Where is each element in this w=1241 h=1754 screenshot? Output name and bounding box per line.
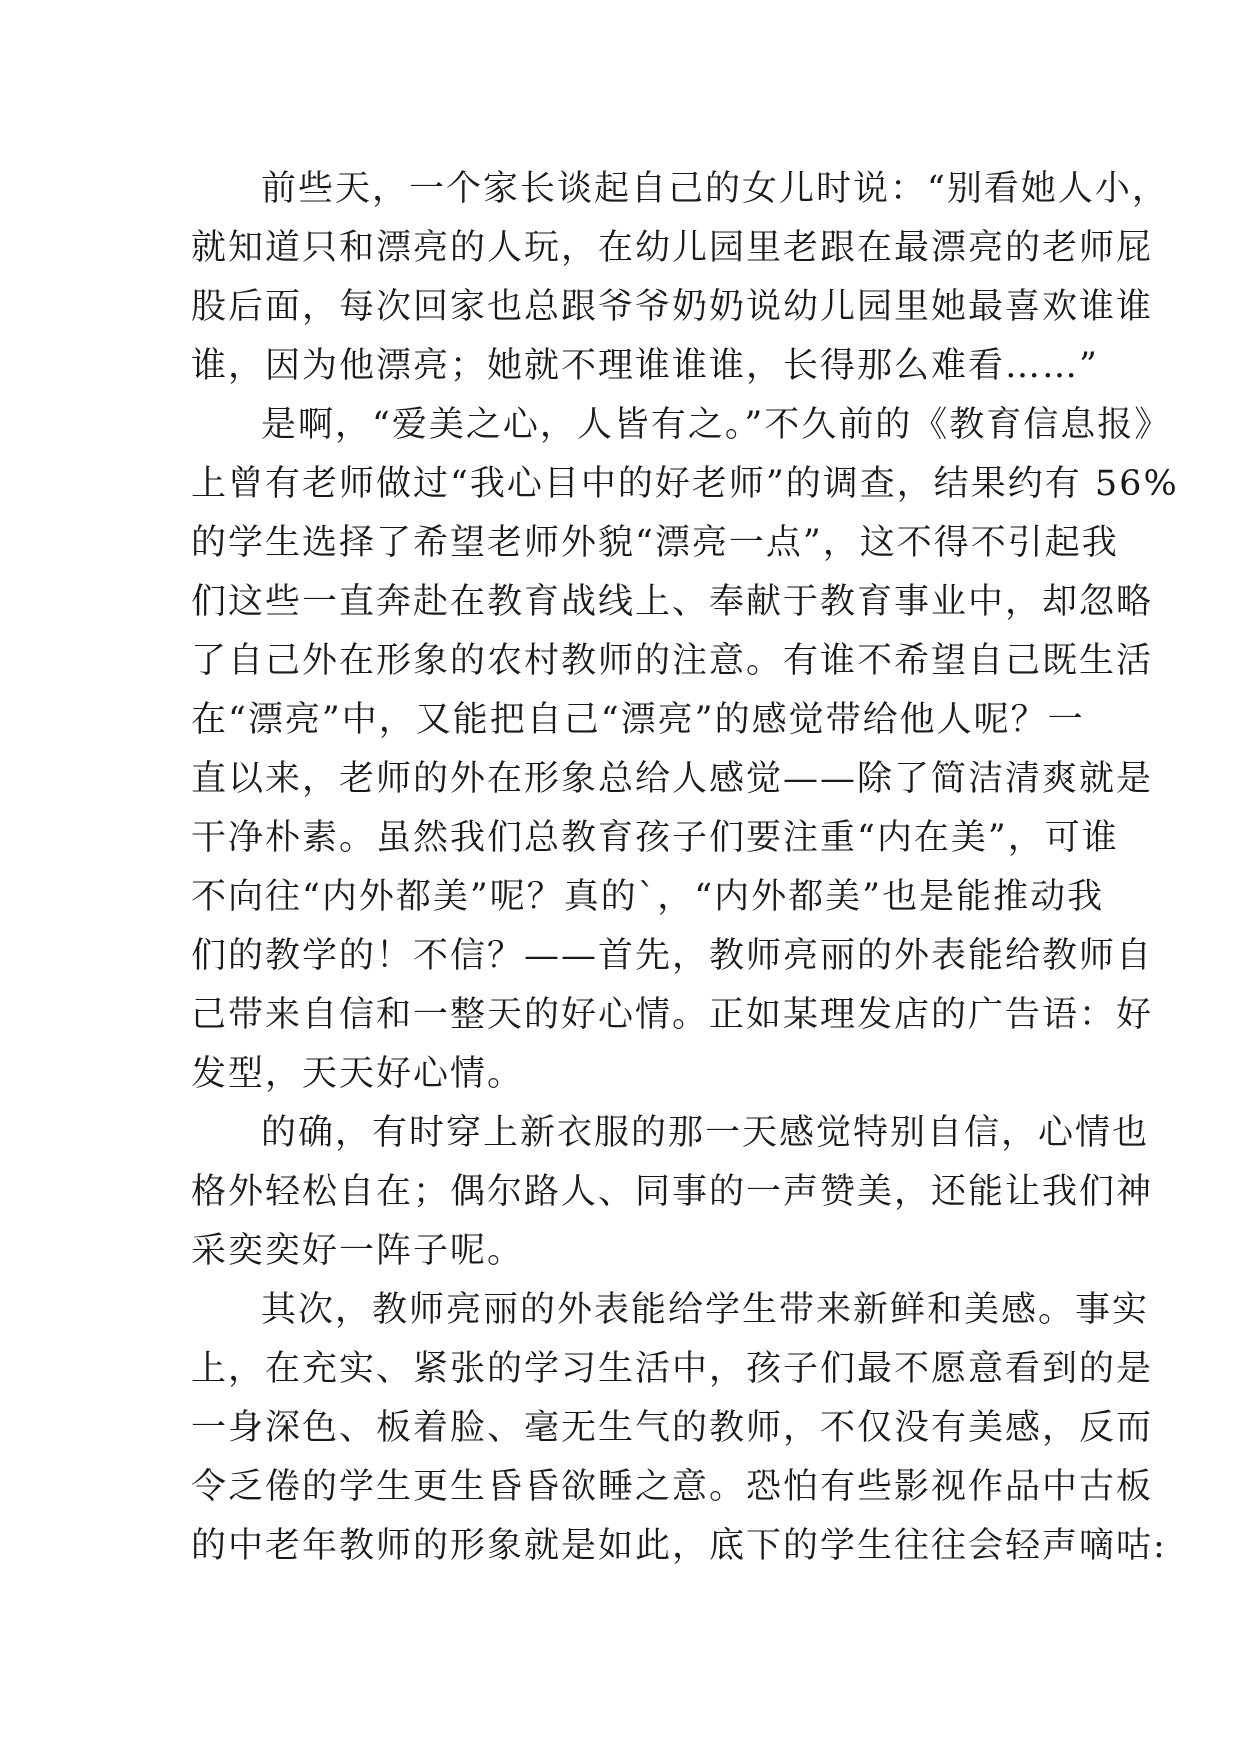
text-line: 上，在充实、紧张的学习生活中，孩子们最不愿意看到的是 bbox=[191, 1349, 1154, 1389]
text-line: 上曾有老师做过“我心目中的好老师”的调查，结果约有 56% bbox=[191, 464, 1179, 504]
text-line: 己带来自信和一整天的好心情。正如某理发店的广告语：好 bbox=[191, 995, 1154, 1035]
paragraph-1 bbox=[191, 160, 1169, 396]
paragraph-2 bbox=[191, 396, 1179, 1104]
text-line: 股后面，每次回家也总跟爷爷奶奶说幼儿园里她最喜欢谁谁 bbox=[191, 287, 1154, 327]
text-line: 就知道只和漂亮的人玩，在幼儿园里老跟在最漂亮的老师屁 bbox=[191, 228, 1154, 268]
text-line: 干净朴素。虽然我们总教育孩子们要注重“内在美”，可谁 bbox=[191, 818, 1119, 858]
text-line: 采奕奕好一阵子呢。 bbox=[191, 1231, 525, 1271]
paragraph-3 bbox=[191, 1104, 1154, 1281]
text-line: 格外轻松自在；偶尔路人、同事的一声赞美，还能让我们神 bbox=[191, 1172, 1154, 1212]
text-line: 发型，天天好心情。 bbox=[191, 1054, 525, 1094]
text-line: 前些天，一个家长谈起自己的女儿时说：“别看她人小， bbox=[261, 169, 1169, 209]
paragraph-4 bbox=[191, 1281, 1167, 1576]
text-line: 了自己外在形象的农村教师的注意。有谁不希望自己既生活 bbox=[191, 641, 1154, 681]
text-line: 们这些一直奔赴在教育战线上、奉献于教育事业中，却忽略 bbox=[191, 582, 1154, 622]
text-line: 在“漂亮”中，又能把自己“漂亮”的感觉带给他人呢？一 bbox=[191, 700, 1085, 740]
text-line: 是啊，“爱美之心，人皆有之。”不久前的《教育信息报》 bbox=[261, 405, 1172, 445]
text-line: 一身深色、板着脸、毫无生气的教师，不仅没有美感，反而 bbox=[191, 1408, 1154, 1448]
text-line: 的确，有时穿上新衣服的那一天感觉特别自信，心情也 bbox=[261, 1113, 1150, 1153]
text-line: 的学生选择了希望老师外貌“漂亮一点”，这不得不引起我 bbox=[191, 523, 1119, 563]
text-line: 其次，教师亮丽的外表能给学生带来新鲜和美感。事实 bbox=[261, 1290, 1150, 1330]
text-line: 令乏倦的学生更生昏昏欲睡之意。恐怕有些影视作品中古板 bbox=[191, 1467, 1154, 1507]
text-line: 谁，因为他漂亮；她就不理谁谁谁，长得那么难看……” bbox=[191, 346, 1099, 386]
text-line: 直以来，老师的外在形象总给人感觉——除了简洁清爽就是 bbox=[191, 759, 1154, 799]
text-line: 们的教学的！不信？——首先，教师亮丽的外表能给教师自 bbox=[191, 936, 1154, 976]
text-line: 的中老年教师的形象就是如此，底下的学生往往会轻声嘀咕: bbox=[191, 1526, 1167, 1566]
document-body bbox=[191, 160, 1179, 1576]
text-line: 不向往“内外都美”呢？真的`，“内外都美”也是能推动我 bbox=[191, 877, 1105, 917]
